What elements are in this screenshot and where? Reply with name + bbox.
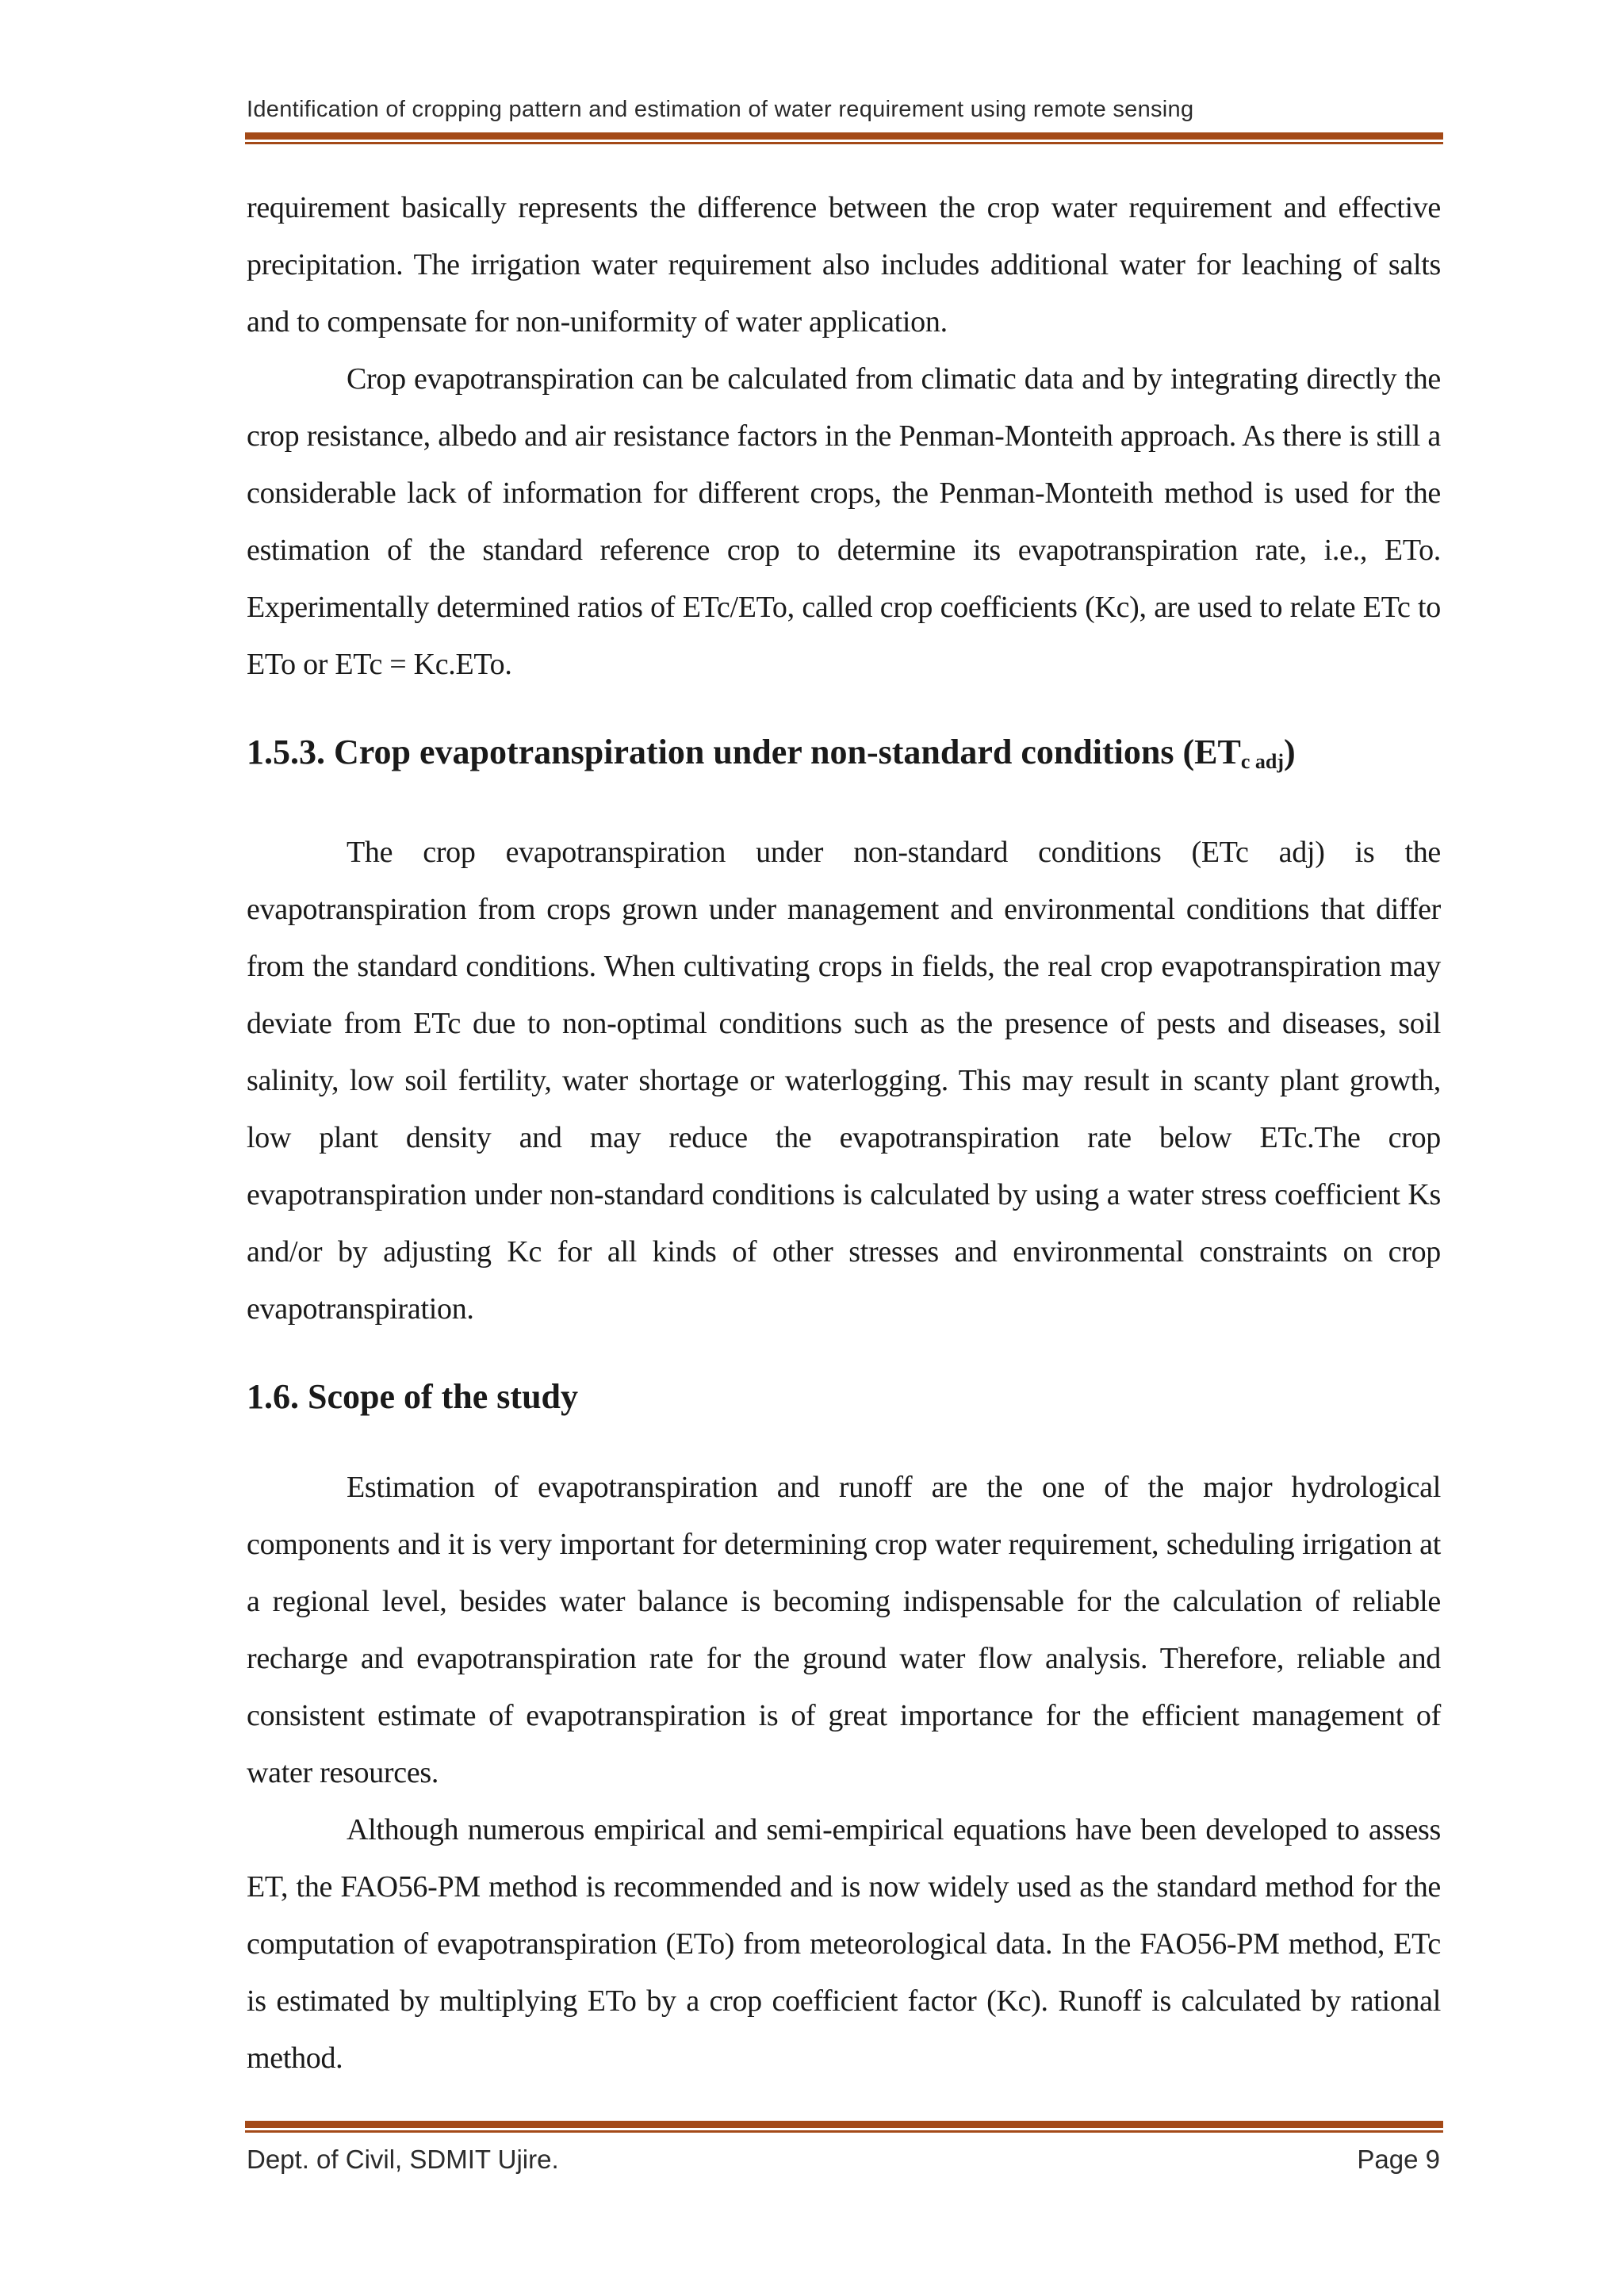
page-body bbox=[247, 179, 1441, 2087]
section-heading-1-5-3-close: ) bbox=[1284, 733, 1296, 771]
footer-rule bbox=[245, 2121, 1443, 2133]
paragraph-crop-evapotranspiration: Crop evapotranspiration can be calculated from climatic data and by integrating directly the crop resistance, albedo and air resistance factors in the Penman-Monteith approach. As there is still a considerable lack of information for different crops, the Penman-Monteith method is used for the estimation of the standard reference crop to determine its evapotranspiration rate, i.e., ETo. Experimentally determined ratios of ETc/ETo, called crop coefficients (Kc), are used to relate ETc to ETo or ETc = Kc.ETo. bbox=[247, 362, 1441, 681]
page-number: Page 9 bbox=[1357, 2145, 1440, 2174]
section-heading-1-6: 1.6. Scope of the study bbox=[247, 1377, 579, 1416]
footer-department: Dept. of Civil, SDMIT Ujire. bbox=[247, 2145, 559, 2174]
section-heading-1-5-3 bbox=[247, 730, 1441, 784]
running-header: Identification of cropping pattern and estimation of water requirement using remote sensing bbox=[247, 97, 1194, 122]
paragraph-scope-estimation: Estimation of evapotranspiration and runoff are the one of the major hydrological components and it is very important for determining crop water requirement, scheduling irrigation at a regional level, besides water balance is becoming indispensable for the calculation of reliable recharge and evapotranspiration rate for the ground water flow analysis. Therefore, reliable and consistent estimate of evapotranspiration is of great importance for the efficient management of water resources. bbox=[247, 1471, 1441, 1789]
paragraph-irrigation-requirement: requirement basically represents the difference between the crop water requirement and effective precipitation. The irrigation water requirement also includes additional water for leaching of salts and to compensate for non-uniformity of water application. bbox=[247, 191, 1441, 339]
header-rule bbox=[245, 132, 1443, 144]
section-heading-1-5-3-text: 1.5.3. Crop evapotranspiration under non-standard conditions (ET bbox=[247, 733, 1241, 771]
section-heading-1-5-3-subscript: c adj bbox=[1240, 750, 1284, 773]
paragraph-scope-fao56: Although numerous empirical and semi-empirical equations have been developed to assess ET, the FAO56-PM method is recommended and is now widely used as the standard method for the computation of evapotranspiration (ETo) from meteorological data. In the FAO56-PM method, ETc is estimated by multiplying ETo by a crop coefficient factor (Kc). Runoff is calculated by rational method. bbox=[247, 1813, 1441, 2075]
paragraph-non-standard-conditions: The crop evapotranspiration under non-standard conditions (ETc adj) is the evapotranspiration from crops grown under management and environmental conditions that differ from the standard conditions. When cultivating crops in fields, the real crop evapotranspiration may deviate from ETc due to non-optimal conditions such as the presence of pests and diseases, soil salinity, low soil fertility, water shortage or waterlogging. This may result in scanty plant growth, low plant density and may reduce the evapotranspiration rate below ETc.The crop evapotranspiration under non-standard conditions is calculated by using a water stress coefficient Ks and/or by adjusting Kc for all kinds of other stresses and environmental constraints on crop evapotranspiration. bbox=[247, 836, 1441, 1326]
